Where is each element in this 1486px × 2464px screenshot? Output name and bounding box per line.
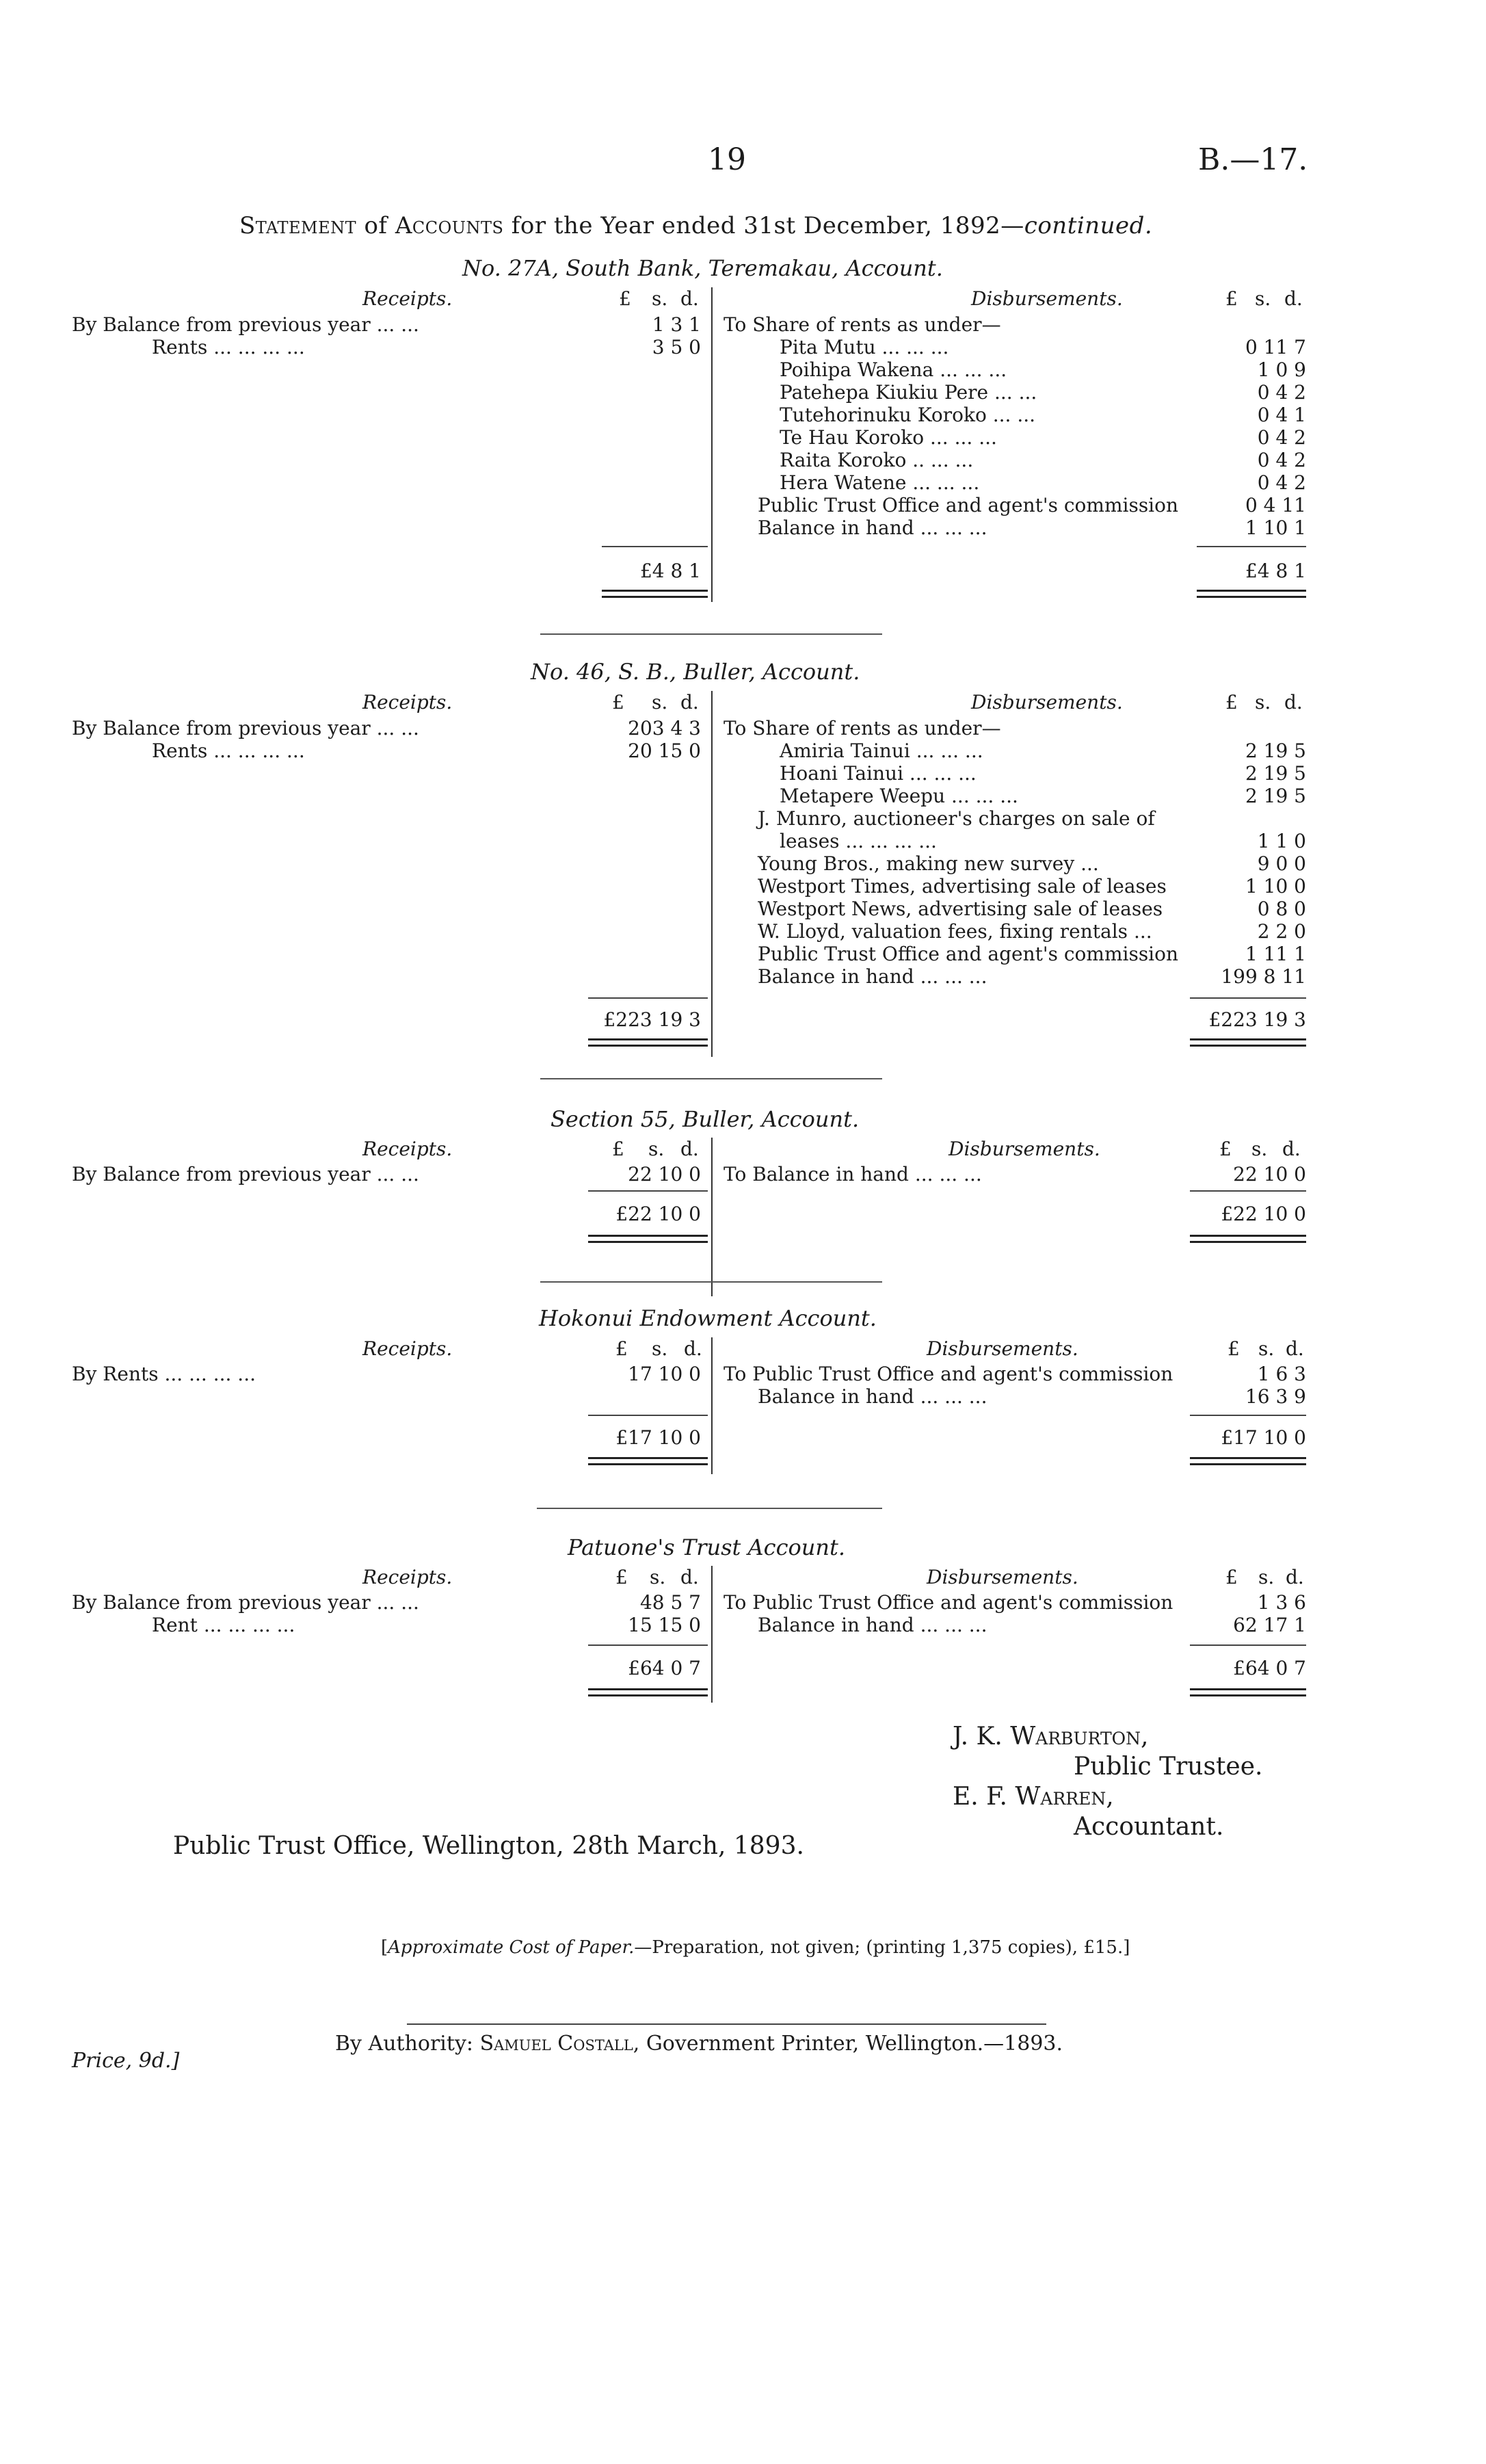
account-title: Hokonui Endowment Account. bbox=[539, 1305, 877, 1331]
double-rule bbox=[588, 1457, 708, 1465]
disbursement-label: To Share of rents as under— bbox=[724, 717, 1001, 739]
shillings-header: s. bbox=[652, 1337, 668, 1360]
disbursement-amount: 1 10 0 bbox=[1245, 875, 1306, 897]
section-separator bbox=[540, 1281, 882, 1283]
authority-rest: , Government Printer, Wellington.—1893. bbox=[633, 2032, 1063, 2056]
disbursement-amount: 0 11 7 bbox=[1245, 336, 1306, 358]
shillings-header: s. bbox=[652, 691, 668, 713]
disbursements-total: £22 10 0 bbox=[1221, 1203, 1306, 1225]
disbursement-amount: 1 3 6 bbox=[1257, 1591, 1306, 1614]
total-rule bbox=[588, 997, 708, 999]
receipt-amount: 15 15 0 bbox=[628, 1614, 701, 1636]
receipt-amount: 3 5 0 bbox=[652, 336, 701, 358]
pence-header: d. bbox=[1286, 1337, 1304, 1360]
disbursement-label: Public Trust Office and agent's commission bbox=[758, 943, 1179, 965]
cost-note: [Approximate Cost of Paper.—Preparation, not given; (printing 1,375 copies), £15.] bbox=[381, 1937, 1130, 1958]
section-separator bbox=[540, 633, 882, 635]
pounds-header: £ bbox=[619, 287, 631, 310]
double-rule bbox=[588, 1038, 708, 1047]
shillings-header: s. bbox=[1258, 1566, 1275, 1588]
double-rule bbox=[1190, 1235, 1306, 1243]
total-rule bbox=[1190, 1415, 1306, 1416]
disbursement-label: Balance in hand ... ... ... bbox=[758, 1385, 987, 1408]
disbursement-label: Balance in hand ... ... ... bbox=[758, 1614, 987, 1636]
disbursement-amount: 0 4 2 bbox=[1257, 471, 1306, 494]
receipts-total: £22 10 0 bbox=[615, 1203, 701, 1225]
pounds-header: £ bbox=[1225, 287, 1238, 310]
disbursement-amount: 22 10 0 bbox=[1233, 1163, 1306, 1185]
pence-header: d. bbox=[680, 1138, 699, 1160]
place-and-date: Public Trust Office, Wellington, 28th March, 1893. bbox=[173, 1832, 804, 1860]
cost-label: Approximate Cost of Paper. bbox=[388, 1937, 635, 1958]
account-title: No. 46, S. B., Buller, Account. bbox=[531, 659, 860, 685]
double-rule bbox=[588, 1235, 708, 1243]
receipt-label: By Balance from previous year ... ... bbox=[72, 1163, 419, 1185]
title-continued: continued. bbox=[1024, 212, 1153, 239]
disbursement-label: Metapere Weepu ... ... ... bbox=[780, 785, 1018, 807]
shillings-header: s. bbox=[652, 287, 668, 310]
page-number: 19 bbox=[708, 142, 746, 177]
section-separator bbox=[537, 1508, 882, 1509]
receipt-amount: 17 10 0 bbox=[628, 1363, 701, 1385]
total-rule bbox=[1190, 1190, 1306, 1192]
double-rule bbox=[1190, 1038, 1306, 1047]
receipts-total: £64 0 7 bbox=[628, 1657, 701, 1679]
pence-header: d. bbox=[1282, 1138, 1301, 1160]
disbursements-total: £4 8 1 bbox=[1245, 560, 1306, 582]
disbursement-label: To Public Trust Office and agent's commission bbox=[724, 1591, 1173, 1614]
shillings-header: s. bbox=[1255, 287, 1271, 310]
disbursement-amount: 0 4 2 bbox=[1257, 381, 1306, 404]
disbursement-amount: 199 8 11 bbox=[1221, 965, 1306, 988]
pence-header: d. bbox=[1286, 1566, 1304, 1588]
disbursement-amount: 1 10 1 bbox=[1245, 516, 1306, 539]
disbursement-label: Pita Mutu ... ... ... bbox=[780, 336, 949, 358]
printer-name: Samuel Costall bbox=[479, 2032, 633, 2056]
column-divider bbox=[711, 1138, 713, 1296]
receipt-label: Rents ... ... ... ... bbox=[152, 739, 305, 762]
disbursement-amount: 0 4 2 bbox=[1257, 449, 1306, 471]
shillings-header: s. bbox=[1255, 691, 1271, 713]
section-separator bbox=[540, 1078, 882, 1079]
disbursements-total: £17 10 0 bbox=[1221, 1426, 1306, 1449]
receipt-amount: 1 3 1 bbox=[652, 313, 701, 336]
receipt-label: By Balance from previous year ... ... bbox=[72, 717, 419, 739]
signatory-name: E. F. Warren, bbox=[953, 1783, 1114, 1811]
receipt-label: By Balance from previous year ... ... bbox=[72, 1591, 419, 1614]
receipts-total: £4 8 1 bbox=[639, 560, 701, 582]
receipt-amount: 203 4 3 bbox=[628, 717, 701, 739]
disbursement-amount: 0 8 0 bbox=[1257, 897, 1306, 920]
authority-prefix: By Authority: bbox=[335, 2032, 474, 2056]
double-rule bbox=[1190, 1688, 1306, 1696]
disbursement-label: Balance in hand ... ... ... bbox=[758, 516, 987, 539]
pence-header: d. bbox=[1284, 287, 1303, 310]
statement-title bbox=[239, 212, 1152, 239]
total-rule bbox=[1190, 1644, 1306, 1646]
pounds-header: £ bbox=[1219, 1138, 1232, 1160]
title-rest: for the Year ended 31st December, 1892— bbox=[503, 212, 1024, 239]
document-reference: B.—17. bbox=[1198, 142, 1308, 177]
disbursement-amount: 9 0 0 bbox=[1257, 852, 1306, 875]
title-accounts: Accounts bbox=[395, 212, 504, 239]
price: Price, 9d.] bbox=[72, 2049, 180, 2073]
shillings-header: s. bbox=[1251, 1138, 1268, 1160]
receipt-amount: 20 15 0 bbox=[628, 739, 701, 762]
double-rule bbox=[1197, 590, 1306, 598]
receipt-amount: 22 10 0 bbox=[628, 1163, 701, 1185]
receipt-label: By Rents ... ... ... ... bbox=[72, 1363, 256, 1385]
disbursements-header: Disbursements. bbox=[971, 691, 1123, 713]
account-title: Patuone's Trust Account. bbox=[568, 1534, 846, 1560]
receipts-total: £223 19 3 bbox=[603, 1008, 701, 1031]
disbursement-label: Amiria Tainui ... ... ... bbox=[780, 739, 983, 762]
receipt-label: By Balance from previous year ... ... bbox=[72, 313, 419, 336]
disbursement-label: Young Bros., making new survey ... bbox=[758, 852, 1099, 875]
disbursements-header: Disbursements. bbox=[948, 1138, 1100, 1160]
column-divider bbox=[711, 691, 713, 1057]
account-title: No. 27A, South Bank, Teremakau, Account. bbox=[462, 255, 943, 281]
disbursement-amount: 1 6 3 bbox=[1257, 1363, 1306, 1385]
disbursement-amount: 2 19 5 bbox=[1245, 762, 1306, 785]
disbursement-label: Public Trust Office and agent's commission bbox=[758, 494, 1179, 516]
cost-text: —Preparation, not given; (printing 1,375 copies), £15.] bbox=[634, 1937, 1130, 1958]
disbursement-label: Patehepa Kiukiu Pere ... ... bbox=[780, 381, 1037, 404]
disbursement-label: To Public Trust Office and agent's commission bbox=[724, 1363, 1173, 1385]
disbursement-label: Hera Watene ... ... ... bbox=[780, 471, 980, 494]
receipt-amount: 48 5 7 bbox=[639, 1591, 701, 1614]
receipts-header: Receipts. bbox=[362, 1138, 453, 1160]
disbursement-label: leases ... ... ... ... bbox=[780, 830, 937, 852]
disbursement-amount: 16 3 9 bbox=[1245, 1385, 1306, 1408]
disbursement-amount: 1 0 9 bbox=[1257, 358, 1306, 381]
pence-header: d. bbox=[680, 1566, 699, 1588]
account-title: Section 55, Buller, Account. bbox=[550, 1106, 860, 1132]
disbursement-label: Raita Koroko .. ... ... bbox=[780, 449, 974, 471]
column-divider bbox=[711, 1566, 713, 1703]
total-rule bbox=[588, 1190, 708, 1192]
total-rule bbox=[588, 1415, 708, 1416]
pounds-header: £ bbox=[1228, 1337, 1240, 1360]
signatory-role: Public Trustee. bbox=[1074, 1753, 1263, 1781]
pounds-header: £ bbox=[615, 1566, 628, 1588]
disbursement-amount: 1 11 1 bbox=[1245, 943, 1306, 965]
disbursement-amount: 2 19 5 bbox=[1245, 739, 1306, 762]
pounds-header: £ bbox=[1225, 1566, 1238, 1588]
pence-header: d. bbox=[684, 1337, 702, 1360]
disbursement-label: Westport News, advertising sale of leases bbox=[758, 897, 1163, 920]
receipts-header: Receipts. bbox=[362, 1337, 453, 1360]
disbursement-amount: 2 19 5 bbox=[1245, 785, 1306, 807]
printer-credit bbox=[335, 2032, 1063, 2056]
signatory-role: Accountant. bbox=[1074, 1813, 1224, 1841]
receipt-label: Rent ... ... ... ... bbox=[152, 1614, 295, 1636]
pounds-header: £ bbox=[612, 1138, 624, 1160]
total-rule bbox=[1190, 997, 1306, 999]
pounds-header: £ bbox=[615, 1337, 628, 1360]
total-rule bbox=[602, 546, 708, 547]
disbursement-label: To Balance in hand ... ... ... bbox=[724, 1163, 982, 1185]
disbursement-amount: 0 4 2 bbox=[1257, 426, 1306, 449]
pence-header: d. bbox=[680, 287, 699, 310]
disbursement-label: Tutehorinuku Koroko ... ... bbox=[780, 404, 1036, 426]
double-rule bbox=[602, 590, 708, 598]
pence-header: d. bbox=[680, 691, 699, 713]
title-prefix: Statement bbox=[239, 212, 357, 239]
disbursements-total: £64 0 7 bbox=[1233, 1657, 1306, 1679]
disbursement-amount: 62 17 1 bbox=[1233, 1614, 1306, 1636]
disbursements-header: Disbursements. bbox=[927, 1566, 1078, 1588]
disbursement-label: Hoani Tainui ... ... ... bbox=[780, 762, 977, 785]
disbursement-label: To Share of rents as under— bbox=[724, 313, 1001, 336]
receipts-total: £17 10 0 bbox=[615, 1426, 701, 1449]
disbursement-label: Westport Times, advertising sale of leases bbox=[758, 875, 1167, 897]
receipts-header: Receipts. bbox=[362, 287, 453, 310]
title-mid: of bbox=[356, 212, 395, 239]
total-rule bbox=[588, 1644, 708, 1646]
disbursement-label: Te Hau Koroko ... ... ... bbox=[780, 426, 997, 449]
double-rule bbox=[1190, 1457, 1306, 1465]
disbursement-label: J. Munro, auctioneer's charges on sale of bbox=[758, 807, 1155, 830]
column-divider bbox=[711, 1337, 713, 1474]
disbursements-header: Disbursements. bbox=[927, 1337, 1078, 1360]
disbursement-amount: 0 4 11 bbox=[1245, 494, 1306, 516]
disbursement-label: Poihipa Wakena ... ... ... bbox=[780, 358, 1007, 381]
receipts-header: Receipts. bbox=[362, 1566, 453, 1588]
disbursement-amount: 2 2 0 bbox=[1257, 920, 1306, 943]
shillings-header: s. bbox=[648, 1138, 665, 1160]
footer-rule bbox=[407, 2023, 1046, 2025]
disbursement-amount: 0 4 1 bbox=[1257, 404, 1306, 426]
disbursements-header: Disbursements. bbox=[971, 287, 1123, 310]
double-rule bbox=[588, 1688, 708, 1696]
pounds-header: £ bbox=[612, 691, 624, 713]
column-divider bbox=[711, 287, 713, 602]
pounds-header: £ bbox=[1225, 691, 1238, 713]
shillings-header: s. bbox=[650, 1566, 666, 1588]
disbursement-label: W. Lloyd, valuation fees, fixing rentals ... bbox=[758, 920, 1152, 943]
disbursements-total: £223 19 3 bbox=[1208, 1008, 1306, 1031]
pence-header: d. bbox=[1284, 691, 1303, 713]
disbursement-label: Balance in hand ... ... ... bbox=[758, 965, 987, 988]
total-rule bbox=[1197, 546, 1306, 547]
shillings-header: s. bbox=[1258, 1337, 1275, 1360]
receipts-header: Receipts. bbox=[362, 691, 453, 713]
receipt-label: Rents ... ... ... ... bbox=[152, 336, 305, 358]
signatory-name: J. K. Warburton, bbox=[953, 1722, 1149, 1751]
disbursement-amount: 1 1 0 bbox=[1257, 830, 1306, 852]
